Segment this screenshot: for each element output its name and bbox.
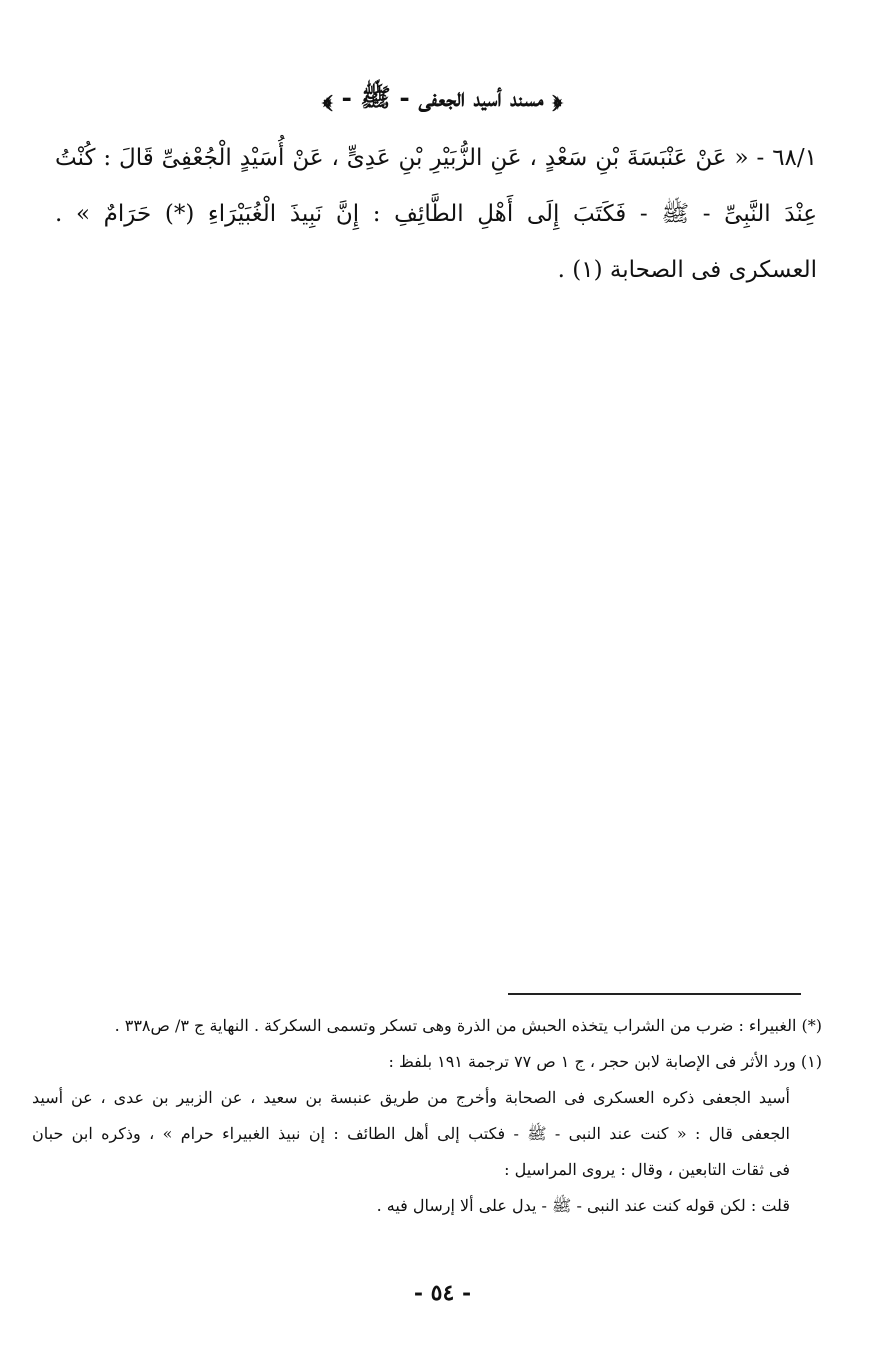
page-number: - ٥٤ - bbox=[413, 1280, 472, 1306]
footnote-1: (١) ورد الأثر فى الإصابة لابن حجر ، ج ١ ص ٧٧ ترجمة ١٩١ بلفظ : bbox=[388, 1052, 822, 1071]
hadith-text bbox=[55, 130, 817, 298]
footnotes bbox=[32, 1008, 822, 1224]
footnote-1-line-5: قلت : لكن قوله كنت عند النبى - ﷺ - يدل على ألا إرسال فيه . bbox=[376, 1196, 790, 1215]
section-title: ﴿ مسند أسيد الجعفى - ﷺ - ﴾ bbox=[322, 83, 563, 112]
footnote-1-line-3: الجعفى قال : « كنت عند النبى - ﷺ - فكتب إلى أهل الطائف : إن نبيذ الغبيراء حرام » ، وذكره ابن حبان bbox=[32, 1124, 790, 1143]
hadith-source-line: العسكرى فى الصحابة (١) . bbox=[557, 257, 817, 283]
footnote-asterisk: (*) الغبيراء : ضرب من الشراب يتخذه الحبش من الذرة وهى تسكر وتسمى السكركة . النهاية ج ٣/ ص٣٣٨ . bbox=[114, 1016, 822, 1035]
hadith-line-2: عِنْدَ النَّبِىِّ - ﷺ - فَكَتَبَ إِلَى أَهْلِ الطَّائِفِ : إِنَّ نَبِيذَ الْغُبَيْرَاءِ (*) حَرَامٌ » . bbox=[55, 201, 817, 227]
footnote-1-line-4: فى ثقات التابعين ، وقال : يروى المراسيل : bbox=[504, 1160, 790, 1179]
footnote-1-line-2: أسيد الجعفى ذكره العسكرى فى الصحابة وأخرج من طريق عنبسة بن سعيد ، عن الزبير بن عدى ، عن أسيد bbox=[32, 1088, 790, 1107]
hadith-line-1: ٦٨/١ - « عَنْ عَنْبَسَةَ بْنِ سَعْدٍ ، عَنِ الزُّبَيْرِ بْنِ عَدِىٍّ ، عَنْ أُسَيْدٍ الْجُعْفِىِّ قَالَ : كُنْتُ bbox=[55, 145, 817, 171]
footnote-separator bbox=[508, 993, 801, 995]
